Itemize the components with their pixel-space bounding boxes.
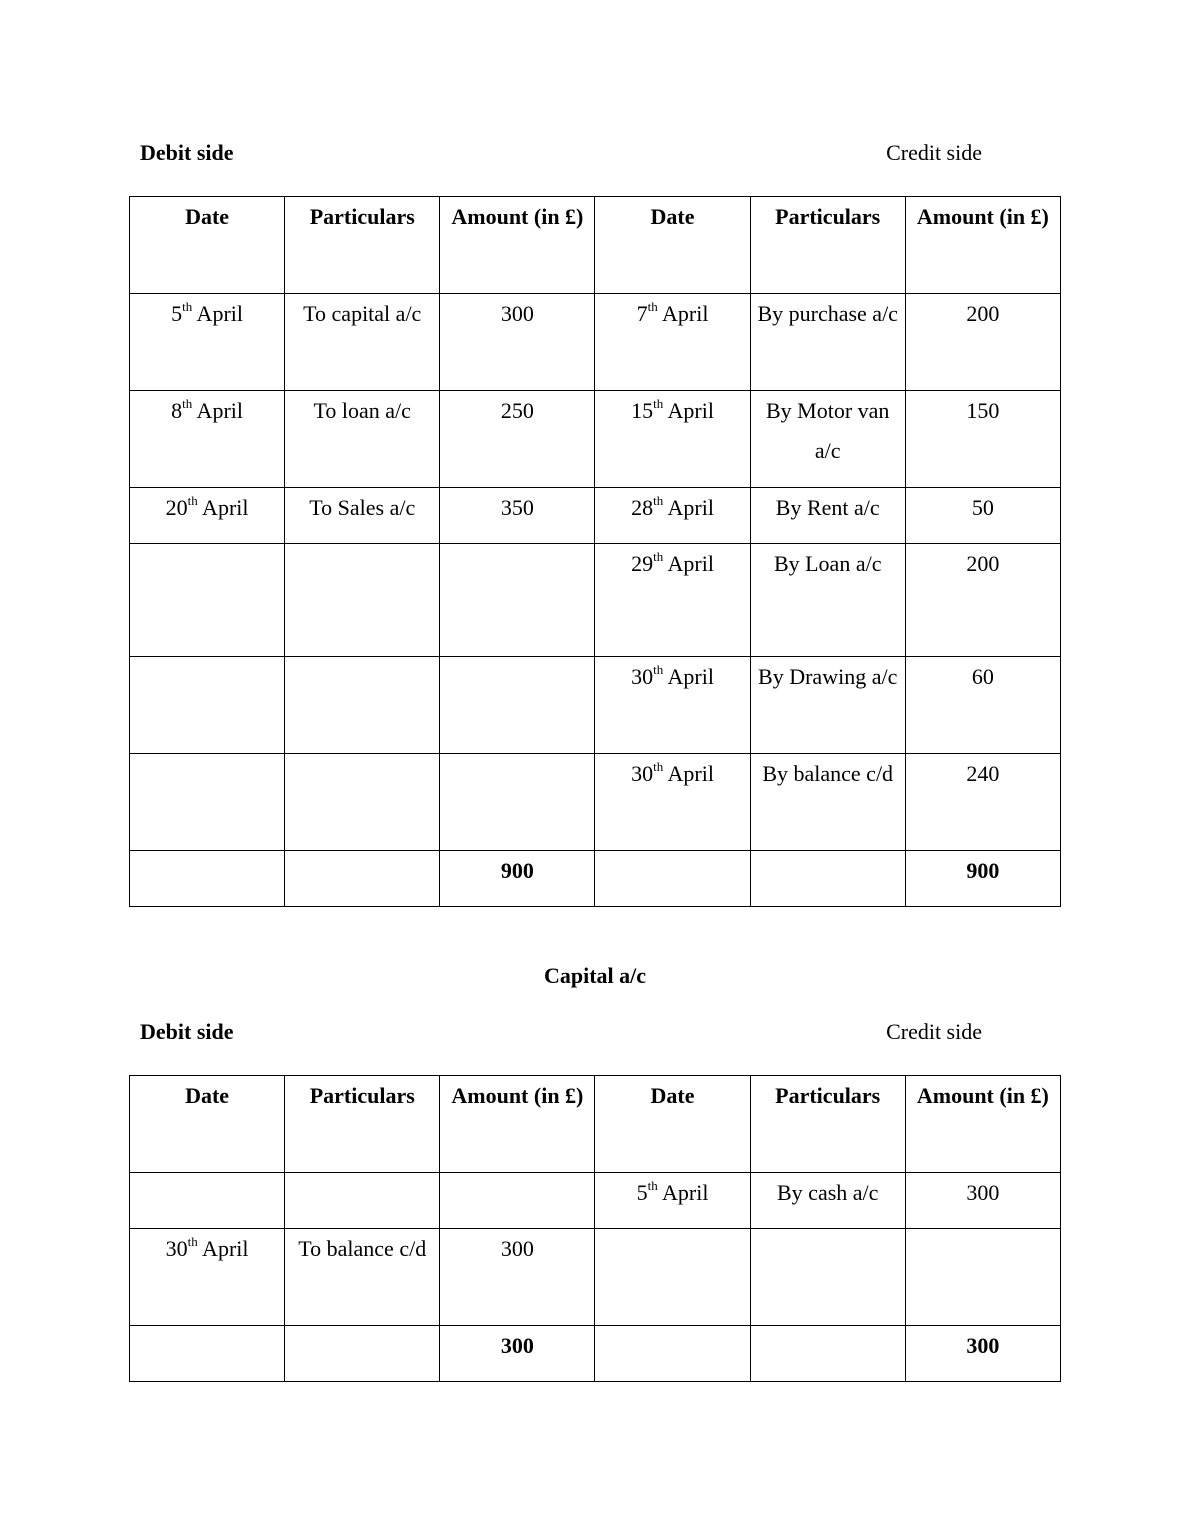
debit-particulars: To capital a/c xyxy=(285,294,440,391)
credit-date: 15th April xyxy=(595,391,750,488)
capital-side-labels xyxy=(140,1019,982,1049)
debit-total: 300 xyxy=(440,1326,595,1382)
debit-particulars: To balance c/d xyxy=(285,1229,440,1326)
credit-amount: 200 xyxy=(905,544,1060,657)
header-particulars: Particulars xyxy=(750,197,905,294)
debit-particulars xyxy=(285,1173,440,1229)
credit-side-label: Credit side xyxy=(886,1019,982,1044)
debit-date xyxy=(130,657,285,754)
debit-side-label: Debit side xyxy=(140,140,234,165)
debit-total: 900 xyxy=(440,851,595,907)
debit-particulars xyxy=(285,754,440,851)
credit-amount: 300 xyxy=(905,1173,1060,1229)
table-row xyxy=(130,294,1061,391)
debit-date: 20th April xyxy=(130,488,285,544)
credit-amount: 60 xyxy=(905,657,1060,754)
debit-amount: 300 xyxy=(440,294,595,391)
table-row xyxy=(130,544,1061,657)
empty-cell xyxy=(595,1326,750,1382)
credit-date: 28th April xyxy=(595,488,750,544)
credit-particulars xyxy=(750,1229,905,1326)
credit-particulars: By cash a/c xyxy=(750,1173,905,1229)
empty-cell xyxy=(750,851,905,907)
credit-date: 30th April xyxy=(595,657,750,754)
cash-ledger-table xyxy=(129,196,1061,907)
credit-particulars: By balance c/d xyxy=(750,754,905,851)
debit-date: 30th April xyxy=(130,1229,285,1326)
credit-amount: 200 xyxy=(905,294,1060,391)
table-row xyxy=(130,488,1061,544)
credit-date: 30th April xyxy=(595,754,750,851)
debit-date: 8th April xyxy=(130,391,285,488)
table-row xyxy=(130,657,1061,754)
table-row xyxy=(130,1229,1061,1326)
credit-date: 29th April xyxy=(595,544,750,657)
debit-date: 5th April xyxy=(130,294,285,391)
debit-amount xyxy=(440,657,595,754)
credit-particulars: By Drawing a/c xyxy=(750,657,905,754)
credit-amount: 50 xyxy=(905,488,1060,544)
credit-amount: 150 xyxy=(905,391,1060,488)
credit-particulars: By Motor van a/c xyxy=(750,391,905,488)
credit-total: 300 xyxy=(905,1326,1060,1382)
capital-ledger-table xyxy=(129,1075,1061,1382)
header-date: Date xyxy=(130,197,285,294)
debit-particulars xyxy=(285,544,440,657)
credit-date: 5th April xyxy=(595,1173,750,1229)
cash-side-labels xyxy=(140,140,982,170)
table-row xyxy=(130,1173,1061,1229)
credit-amount xyxy=(905,1229,1060,1326)
capital-account-title: Capital a/c xyxy=(543,963,647,988)
debit-date xyxy=(130,754,285,851)
empty-cell xyxy=(285,851,440,907)
debit-particulars: To loan a/c xyxy=(285,391,440,488)
header-particulars: Particulars xyxy=(285,1076,440,1173)
table-header-row xyxy=(130,1076,1061,1173)
credit-particulars: By Rent a/c xyxy=(750,488,905,544)
credit-date xyxy=(595,1229,750,1326)
debit-date xyxy=(130,544,285,657)
debit-particulars: To Sales a/c xyxy=(285,488,440,544)
debit-amount xyxy=(440,544,595,657)
table-header-row xyxy=(130,197,1061,294)
empty-cell xyxy=(130,851,285,907)
debit-amount: 300 xyxy=(440,1229,595,1326)
debit-date xyxy=(130,1173,285,1229)
header-amount: Amount (in £) xyxy=(905,197,1060,294)
totals-row xyxy=(130,851,1061,907)
totals-row xyxy=(130,1326,1061,1382)
header-amount: Amount (in £) xyxy=(440,1076,595,1173)
debit-amount xyxy=(440,1173,595,1229)
debit-amount: 250 xyxy=(440,391,595,488)
empty-cell xyxy=(750,1326,905,1382)
debit-amount: 350 xyxy=(440,488,595,544)
table-row xyxy=(130,391,1061,488)
table-row xyxy=(130,754,1061,851)
header-particulars: Particulars xyxy=(285,197,440,294)
credit-side-label: Credit side xyxy=(886,140,982,165)
header-date: Date xyxy=(595,1076,750,1173)
header-amount: Amount (in £) xyxy=(905,1076,1060,1173)
empty-cell xyxy=(285,1326,440,1382)
debit-particulars xyxy=(285,657,440,754)
credit-total: 900 xyxy=(905,851,1060,907)
header-particulars: Particulars xyxy=(750,1076,905,1173)
credit-amount: 240 xyxy=(905,754,1060,851)
credit-particulars: By purchase a/c xyxy=(750,294,905,391)
credit-particulars: By Loan a/c xyxy=(750,544,905,657)
debit-side-label: Debit side xyxy=(140,1019,234,1044)
header-date: Date xyxy=(130,1076,285,1173)
empty-cell xyxy=(130,1326,285,1382)
header-amount: Amount (in £) xyxy=(440,197,595,294)
debit-amount xyxy=(440,754,595,851)
credit-date: 7th April xyxy=(595,294,750,391)
empty-cell xyxy=(595,851,750,907)
header-date: Date xyxy=(595,197,750,294)
